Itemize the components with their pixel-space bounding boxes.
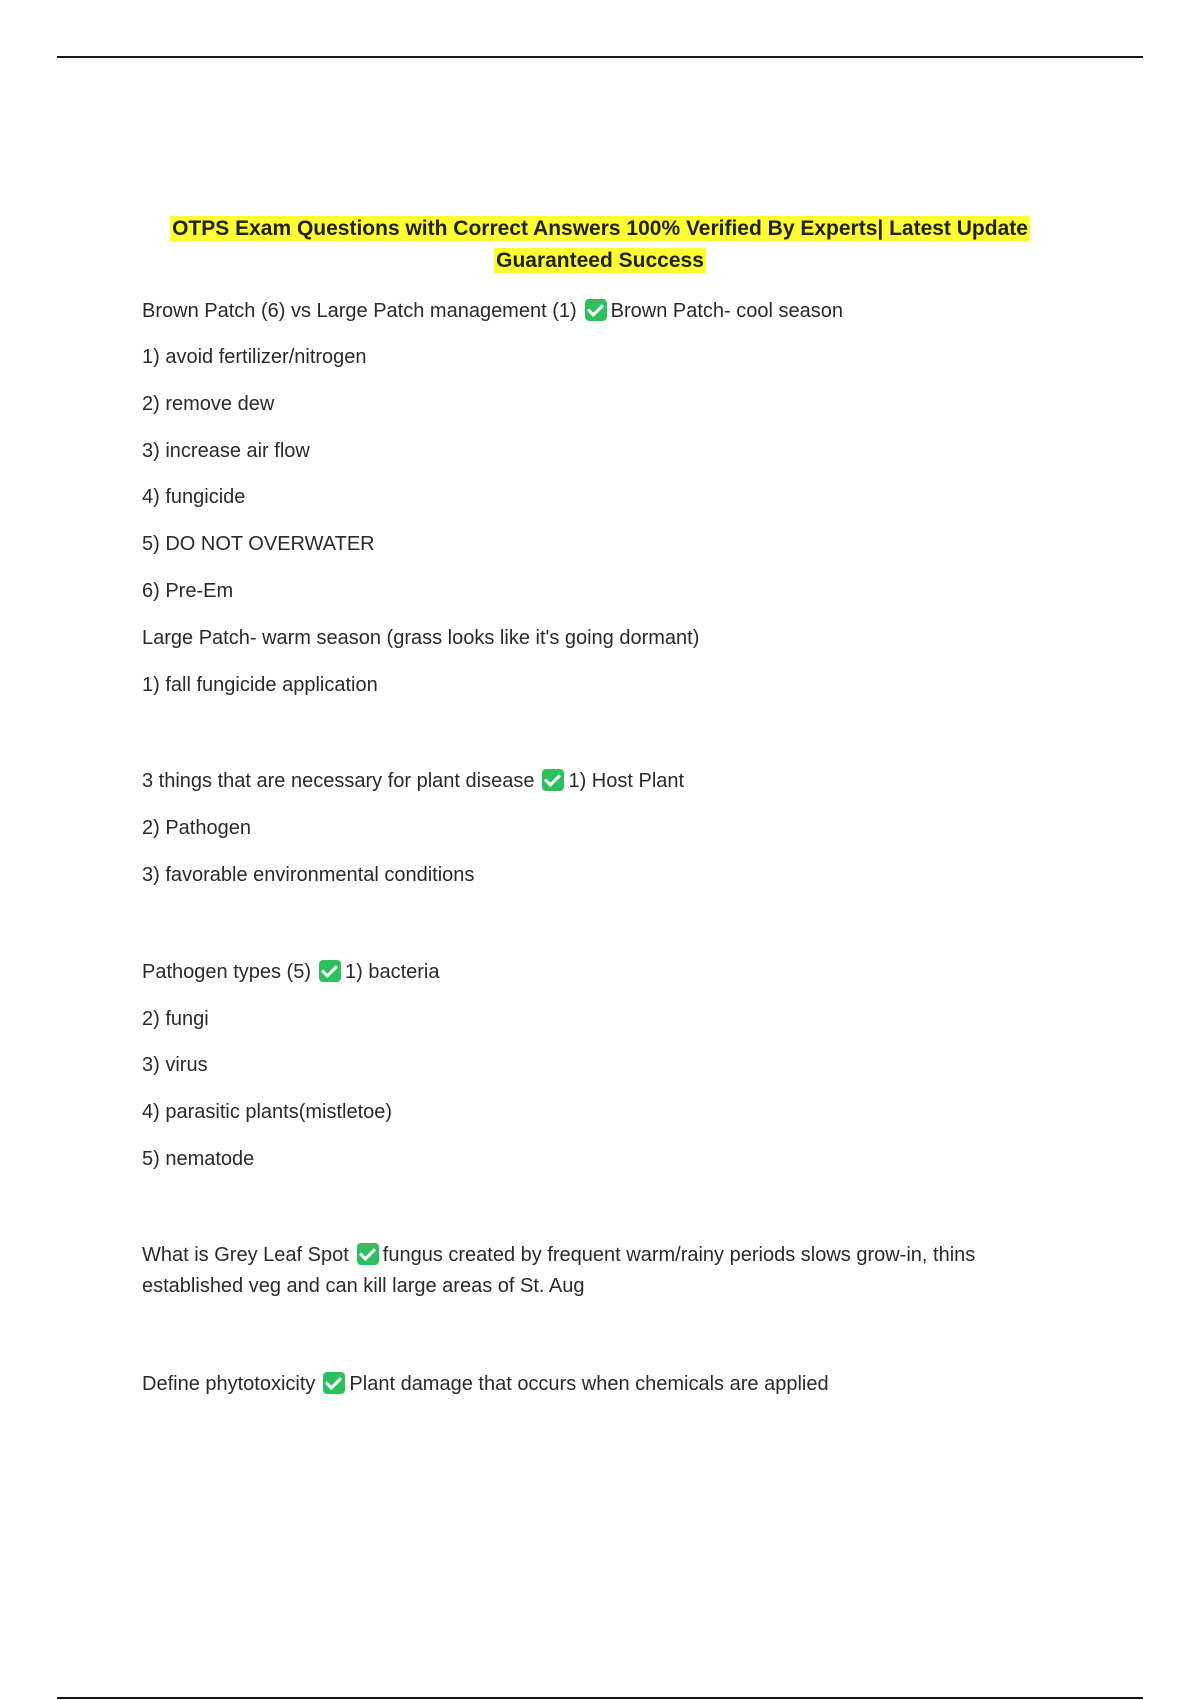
question-text: Brown Patch (6) vs Large Patch management (1) [142,300,577,322]
answer-text: Plant damage that occurs when chemicals are applied [349,1373,829,1395]
question-text: 3 things that are necessary for plant disease [142,770,535,792]
qa-item [142,768,684,794]
answer-line: 5) nematode [142,1148,255,1170]
answer-text: 1) bacteria [345,961,440,983]
answer-line: 2) Pathogen [142,817,251,839]
answer-line: 1) avoid fertilizer/nitrogen [142,346,367,368]
qa-item [142,298,843,324]
check-mark-icon [319,960,341,982]
answer-line: 3) virus [142,1054,208,1076]
question-text: Pathogen types (5) [142,961,311,983]
title-line-2: Guaranteed Success [496,249,704,272]
answer-line: 5) DO NOT OVERWATER [142,533,375,555]
answer-line: 3) favorable environmental conditions [142,864,475,886]
bottom-rule [57,1697,1143,1699]
answer-line: 2) fungi [142,1008,209,1030]
question-text: Define phytotoxicity [142,1373,316,1395]
title-line-1: OTPS Exam Questions with Correct Answers 100% Verified By Experts| Latest Update [172,217,1028,240]
answer-line: 6) Pre-Em [142,580,234,602]
qa-item [142,1371,829,1397]
answer-line: Large Patch- warm season (grass looks like it's going dormant) [142,627,700,649]
answer-line: 3) increase air flow [142,440,310,462]
answer-line: 4) fungicide [142,486,246,508]
qa-item [142,1240,1062,1302]
check-mark-icon [323,1372,345,1394]
answer-line: 1) fall fungicide application [142,674,378,696]
question-text: What is Grey Leaf Spot [142,1244,349,1266]
answer-line: 2) remove dew [142,393,275,415]
answer-text: Brown Patch- cool season [610,300,843,322]
check-mark-icon [542,769,564,791]
answer-text: fungus created by frequent warm/rainy periods slows grow-in, thins established veg and can kill large areas of St. Aug [142,1244,976,1297]
answer-line: 4) parasitic plants(mistletoe) [142,1101,393,1123]
answer-text: 1) Host Plant [568,770,685,792]
qa-item [142,959,440,985]
check-mark-icon [585,299,607,321]
check-mark-icon [357,1243,379,1265]
